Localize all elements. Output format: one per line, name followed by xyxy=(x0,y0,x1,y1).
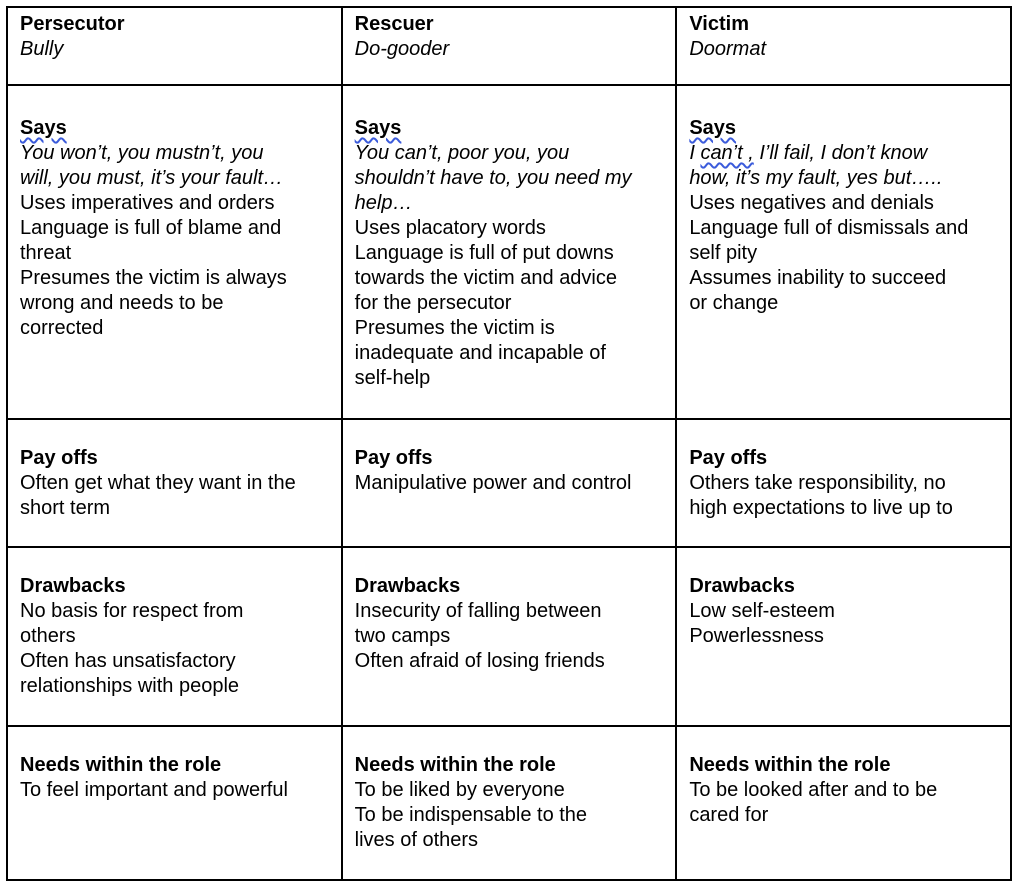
says-line: threat xyxy=(20,242,72,264)
says-cell-victim xyxy=(676,85,1011,419)
drawbacks-line: Low self-esteem xyxy=(689,600,835,622)
needs-row xyxy=(7,726,1011,880)
drawbacks-row xyxy=(7,547,1011,726)
says-cell-persecutor xyxy=(7,85,342,419)
role-title: Victim xyxy=(689,13,749,35)
payoffs-line: Others take responsibility, no xyxy=(689,472,946,494)
says-quote-line: will, you must, it’s your fault… xyxy=(20,167,284,189)
section-label: Drawbacks xyxy=(689,575,795,597)
section-label: Drawbacks xyxy=(354,575,461,597)
says-line: inadequate and incapable of xyxy=(354,342,606,364)
says-line: or change xyxy=(689,292,779,314)
says-line: Language is full of blame and xyxy=(20,217,282,239)
says-line: Uses negatives and denials xyxy=(689,192,934,214)
section-label: Pay offs xyxy=(20,447,98,469)
says-line: for the persecutor xyxy=(354,292,512,314)
payoffs-cell-victim xyxy=(676,419,1011,547)
payoffs-cell-persecutor xyxy=(7,419,342,547)
says-line: Language full of dismissals and xyxy=(689,217,969,239)
role-title: Persecutor xyxy=(20,13,125,35)
says-line: corrected xyxy=(20,317,104,339)
says-line: Language is full of put downs xyxy=(354,242,614,264)
drawbacks-line: Insecurity of falling between xyxy=(354,600,602,622)
says-row xyxy=(7,85,1011,419)
says-line: towards the victim and advice xyxy=(354,267,617,289)
needs-cell-victim xyxy=(676,726,1011,880)
section-label: Needs within the role xyxy=(20,754,222,776)
says-line: Uses imperatives and orders xyxy=(20,192,275,214)
payoffs-line: short term xyxy=(20,497,111,519)
drawbacks-line: Often afraid of losing friends xyxy=(354,650,605,672)
section-label: Pay offs xyxy=(354,447,433,469)
drawbacks-line: relationships with people xyxy=(20,675,240,697)
needs-line: lives of others xyxy=(354,829,479,851)
drama-triangle-table xyxy=(6,6,1012,881)
quote-fragment: I xyxy=(689,142,701,164)
section-label: Needs within the role xyxy=(354,754,556,776)
drawbacks-line: two camps xyxy=(354,625,451,647)
says-line: self pity xyxy=(689,242,758,264)
payoffs-line: Manipulative power and control xyxy=(354,472,632,494)
section-label: Pay offs xyxy=(689,447,768,469)
drawbacks-line: others xyxy=(20,625,76,647)
says-line: Assumes inability to succeed xyxy=(689,267,947,289)
section-label: Says xyxy=(20,117,67,139)
drawbacks-cell-victim xyxy=(676,547,1011,726)
says-line: Presumes the victim is xyxy=(354,317,555,339)
drawbacks-line: Powerlessness xyxy=(689,625,824,647)
header-row xyxy=(7,7,1011,85)
header-cell-victim xyxy=(676,7,1011,85)
payoffs-line: Often get what they want in the xyxy=(20,472,296,494)
says-quote-line: You won’t, you mustn’t, you xyxy=(20,142,264,164)
needs-line: To be looked after and to be xyxy=(689,779,938,801)
spellcheck-flagged-text: can’t , xyxy=(700,142,754,164)
role-alias: Do-gooder xyxy=(354,38,450,60)
role-alias: Doormat xyxy=(689,38,767,60)
needs-line: To be liked by everyone xyxy=(354,779,565,801)
drawbacks-line: Often has unsatisfactory xyxy=(20,650,236,672)
says-cell-rescuer xyxy=(342,85,677,419)
says-quote-line: help… xyxy=(354,192,413,214)
says-quote-line xyxy=(689,141,998,166)
payoffs-cell-rescuer xyxy=(342,419,677,547)
section-label: Drawbacks xyxy=(20,575,126,597)
section-label: Says xyxy=(689,117,737,139)
role-title: Rescuer xyxy=(354,13,434,35)
section-label: Needs within the role xyxy=(689,754,891,776)
section-label: Says xyxy=(354,117,402,139)
drawbacks-line: No basis for respect from xyxy=(20,600,244,622)
role-alias: Bully xyxy=(20,38,64,60)
says-line: wrong and needs to be xyxy=(20,292,224,314)
quote-fragment: I’ll fail, I don’t know xyxy=(753,142,928,164)
header-cell-rescuer xyxy=(342,7,677,85)
says-line: self-help xyxy=(354,367,431,389)
drawbacks-cell-rescuer xyxy=(342,547,677,726)
needs-cell-rescuer xyxy=(342,726,677,880)
says-quote-line: You can’t, poor you, you xyxy=(354,142,570,164)
payoffs-row xyxy=(7,419,1011,547)
says-quote-line: how, it’s my fault, yes but….. xyxy=(689,167,943,189)
needs-cell-persecutor xyxy=(7,726,342,880)
needs-line: cared for xyxy=(689,804,769,826)
drawbacks-cell-persecutor xyxy=(7,547,342,726)
says-quote-line: shouldn’t have to, you need my xyxy=(354,167,632,189)
header-cell-persecutor xyxy=(7,7,342,85)
needs-line: To feel important and powerful xyxy=(20,779,288,801)
needs-line: To be indispensable to the xyxy=(354,804,588,826)
says-line: Uses placatory words xyxy=(354,217,546,239)
payoffs-line: high expectations to live up to xyxy=(689,497,953,519)
says-line: Presumes the victim is always xyxy=(20,267,287,289)
